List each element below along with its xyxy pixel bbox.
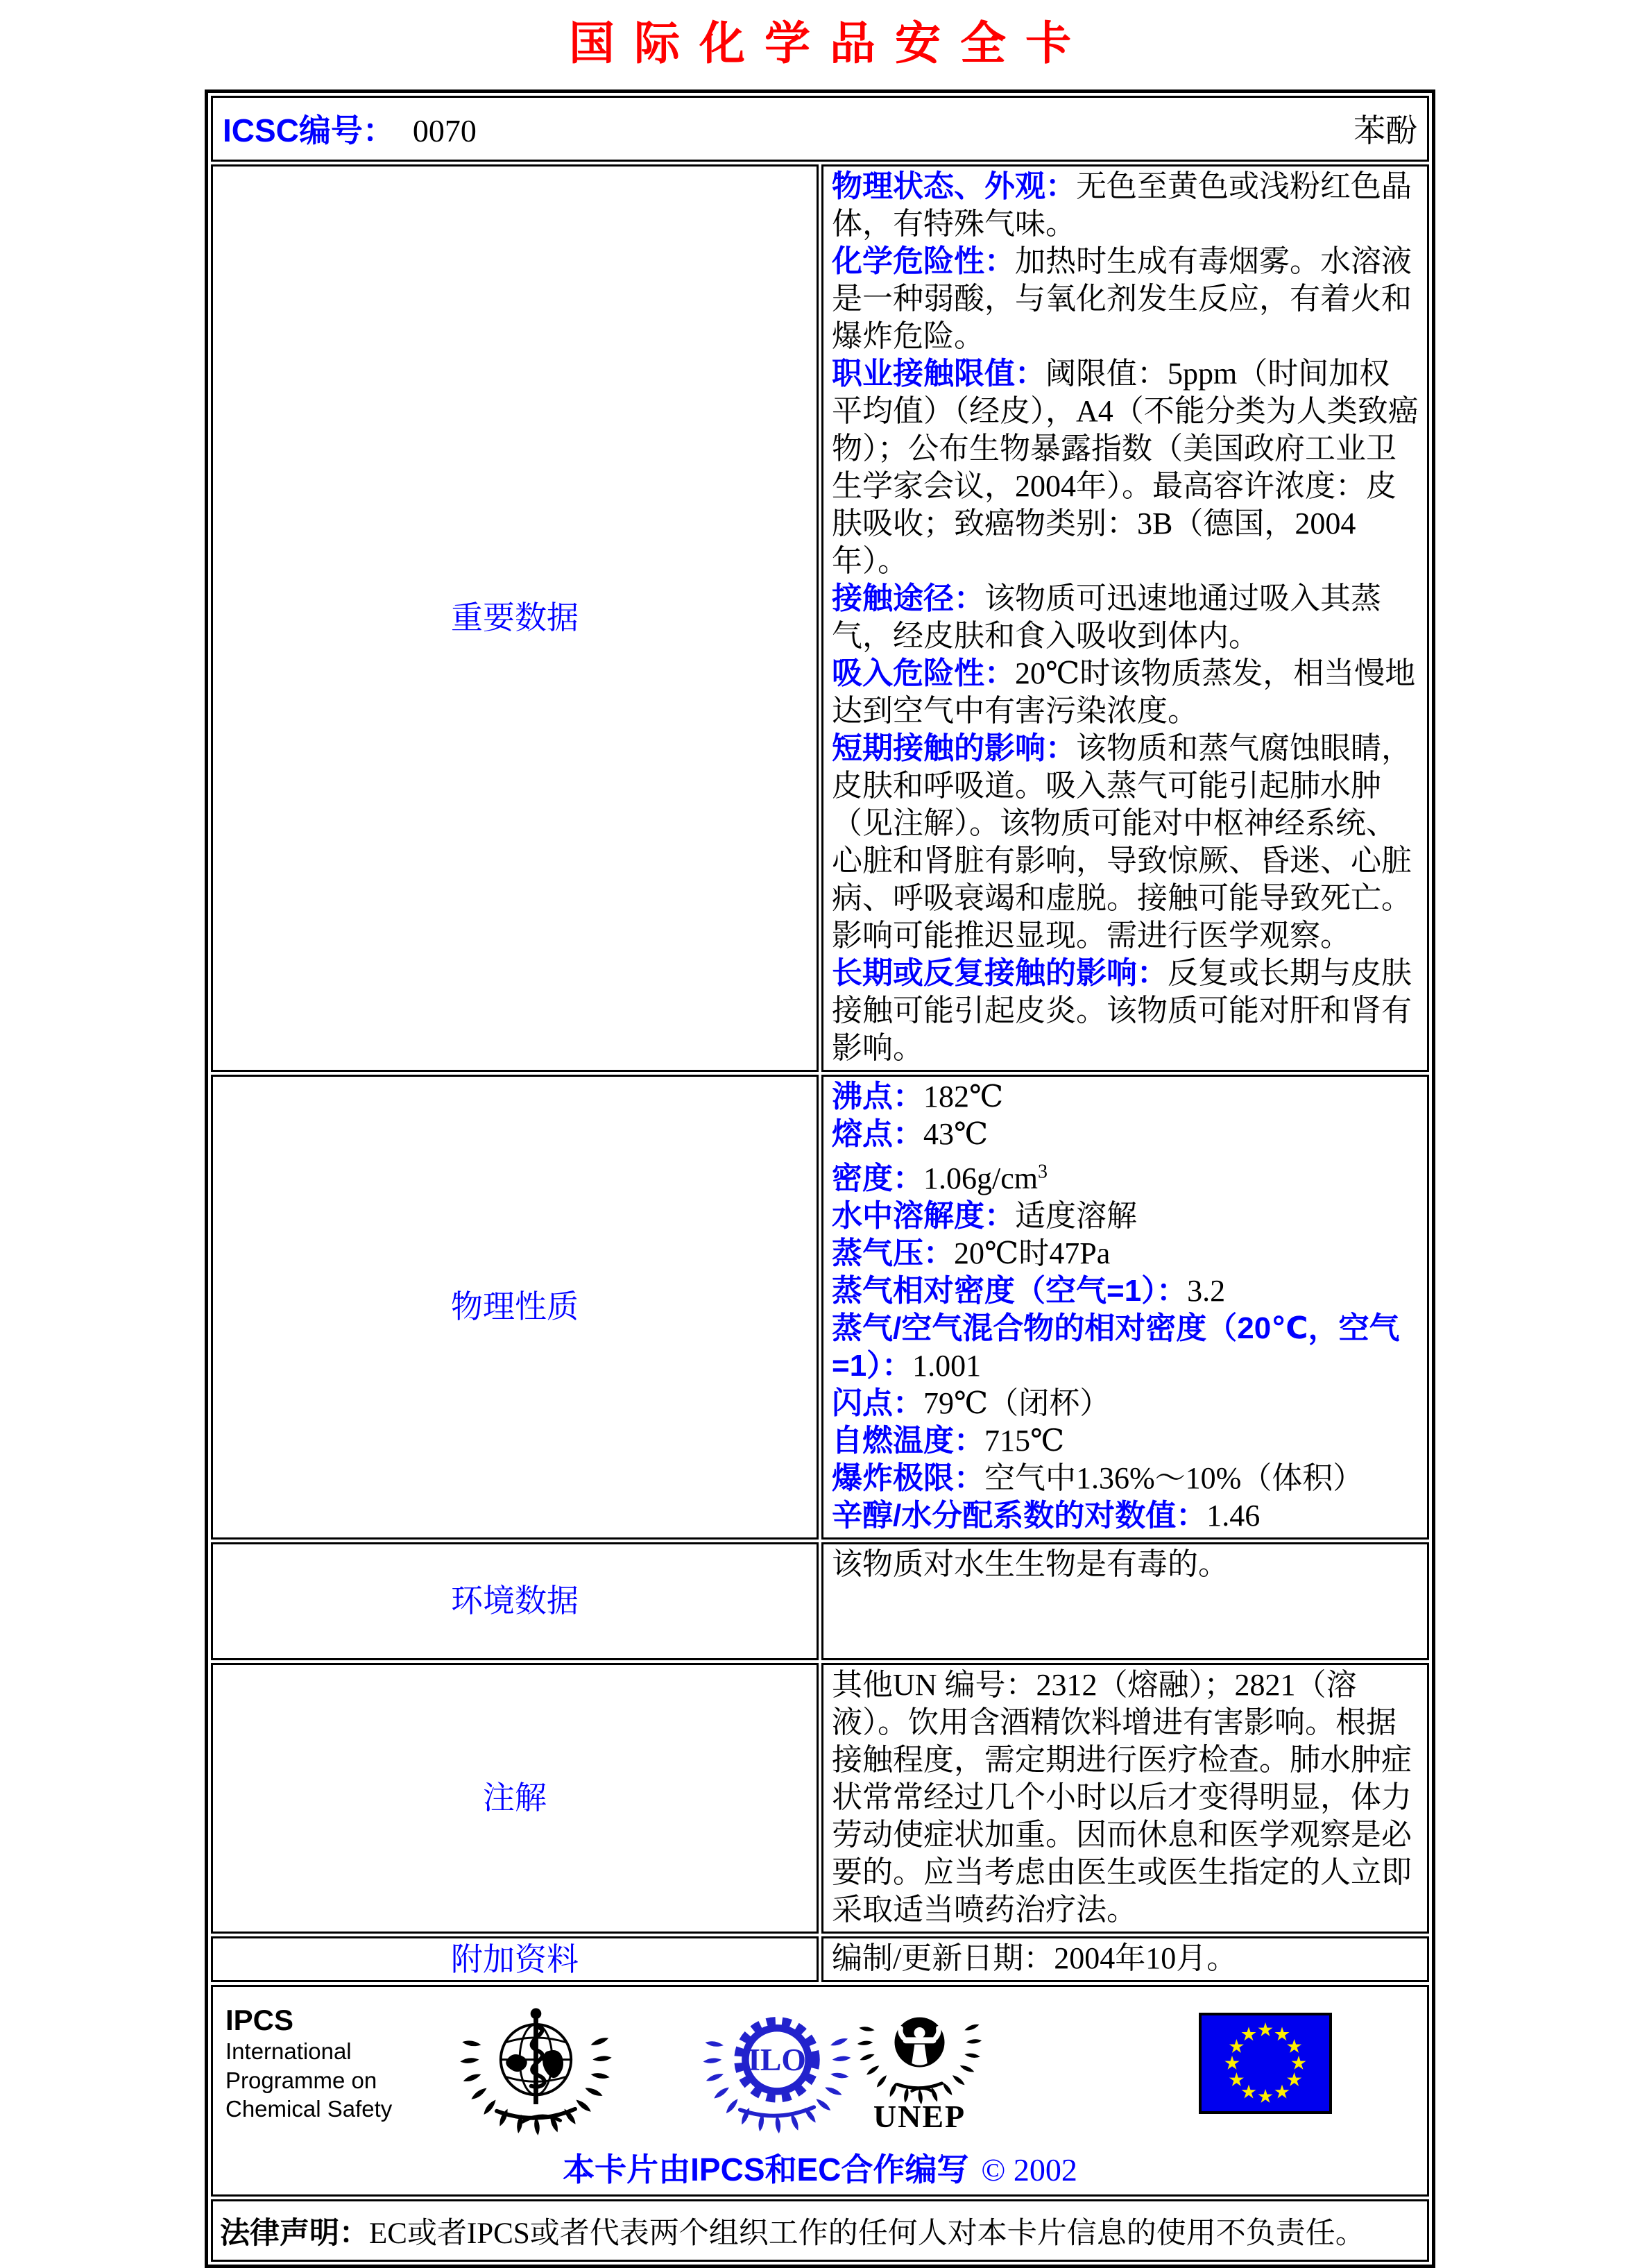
credit-line	[220, 2145, 1420, 2190]
property-line	[832, 1160, 1419, 1197]
field-label: 熔点：	[832, 1116, 923, 1151]
unep-label: UNEP	[873, 2099, 966, 2135]
property-line	[832, 1422, 1419, 1460]
field-text: 1.06g/cm	[923, 1161, 1038, 1195]
field-label: 化学危险性：	[832, 244, 1015, 278]
property-line	[832, 1385, 1419, 1422]
property-line	[832, 1116, 1419, 1153]
additional-info-row	[211, 1936, 1429, 1983]
legal-cell	[211, 2199, 1429, 2262]
property-line	[832, 1310, 1419, 1385]
ipcs-title: IPCS	[225, 2003, 294, 2036]
credit-year: © 2002	[981, 2152, 1077, 2188]
header-cell	[211, 96, 1429, 162]
legal-label: 法律声明：	[220, 2216, 369, 2250]
chemical-name: 苯酚	[1353, 113, 1417, 149]
field-text: 182℃	[923, 1079, 1004, 1114]
legal-row	[211, 2199, 1429, 2262]
field-label: 短期接触的影响：	[832, 731, 1076, 765]
field-text: 20℃时该物质蒸发，相当慢地达到空气中有害污染浓度。	[832, 656, 1416, 728]
important-item	[832, 655, 1419, 730]
field-text: 3.2	[1187, 1273, 1226, 1308]
header-row	[211, 96, 1429, 162]
safety-card-table	[205, 89, 1435, 2268]
field-text: 适度溶解	[1015, 1198, 1137, 1233]
field-text: 715℃	[984, 1423, 1065, 1458]
environmental-data-row	[211, 1542, 1429, 1660]
field-text: 1.001	[912, 1348, 982, 1383]
important-data-content	[821, 164, 1429, 1072]
important-item	[832, 580, 1419, 655]
ipcs-text-block	[225, 2004, 399, 2123]
notes-text: 其他UN 编号：2312（熔融）；2821（溶液）。饮用含酒精饮料增进有害影响。根据接触程度，需定期进行医疗检查。肺水肿症状常常经过几个小时以后才变得明显，体力劳动使症状加重。因而休息和医学观察是必要的。应当考虑由医生或医生指定的人立即采取适当喷药治疗法。	[832, 1667, 1412, 1927]
legal-text: EC或者IPCS或者代表两个组织工作的任何人对本卡片信息的使用不负责任。	[369, 2217, 1365, 2250]
field-label: 闪点：	[832, 1385, 923, 1420]
important-item	[832, 243, 1419, 355]
field-label: 蒸气/空气混合物的相对密度（20℃，空气=1）：	[832, 1311, 1400, 1383]
logos-row	[211, 1985, 1429, 2197]
field-label: 职业接触限值：	[832, 356, 1045, 391]
credit-text: 本卡片由IPCS和EC合作编写	[563, 2151, 969, 2188]
field-text: 1.46	[1206, 1498, 1261, 1533]
field-label: 吸入危险性：	[832, 656, 1015, 690]
unep-logo-block	[862, 1991, 977, 2135]
important-data-row	[211, 164, 1429, 1072]
field-text: 20℃时47Pa	[954, 1236, 1111, 1270]
field-text: 79℃（闭杯）	[923, 1385, 1111, 1420]
additional-info-text: 编制/更新日期：2004年10月。	[832, 1941, 1238, 1976]
eu-flag	[1199, 2013, 1332, 2114]
field-text: 43℃	[923, 1116, 989, 1151]
physical-properties-row	[211, 1075, 1429, 1540]
property-line	[832, 1272, 1419, 1310]
icsc-number-label: ICSC编号：	[223, 112, 395, 149]
icsc-number-group	[223, 105, 477, 151]
field-text: 加热时生成有毒烟雾。水溶液是一种弱酸，与氧化剂发生反应，有着火和爆炸危险。	[832, 244, 1412, 353]
property-line	[832, 1235, 1419, 1272]
section-label-notes: 注解	[211, 1663, 819, 1934]
field-text: 该物质可迅速地通过吸入其蒸气，经皮肤和食入吸收到体内。	[832, 581, 1381, 653]
field-text: 反复或长期与皮肤接触可能引起皮炎。该物质可能对肝和肾有影响。	[832, 955, 1412, 1065]
field-label: 沸点：	[832, 1079, 923, 1114]
icsc-number-value: 0070	[412, 113, 477, 149]
ilo-logo	[711, 1994, 843, 2133]
field-label: 长期或反复接触的影响：	[832, 955, 1168, 990]
ipcs-line: International	[225, 2038, 352, 2065]
superscript: 3	[1037, 1160, 1048, 1182]
field-text: 阈限值：5ppm（时间加权平均值）（经皮），A4（不能分类为人类致癌物）；公布生物暴露指数（美国政府工业卫生学家会议，2004年）。最高容许浓度：皮肤吸收；致癌物类别：3B（德国，2004年）。	[832, 356, 1419, 578]
field-label: 蒸气压：	[832, 1236, 954, 1270]
property-line	[832, 1497, 1419, 1535]
who-logo	[468, 1994, 604, 2133]
field-label: 蒸气相对密度（空气=1）：	[832, 1273, 1188, 1308]
field-label: 自燃温度：	[832, 1423, 984, 1458]
section-label-additional: 附加资料	[211, 1936, 819, 1983]
field-text: 空气中1.36%～10%（体积）	[984, 1460, 1364, 1495]
field-text: 无色至黄色或浅粉红色晶体，有特殊气味。	[832, 169, 1412, 241]
ipcs-line: Programme on	[225, 2067, 377, 2093]
important-item	[832, 168, 1419, 243]
property-line	[832, 1197, 1419, 1235]
property-line	[832, 1460, 1419, 1497]
notes-row	[211, 1663, 1429, 1934]
notes-content	[821, 1663, 1429, 1934]
icsc-card-page	[0, 17, 1640, 2250]
section-label-environment: 环境数据	[211, 1542, 819, 1660]
unep-logo	[862, 1991, 977, 2102]
physical-properties-content	[821, 1075, 1429, 1540]
field-label: 辛醇/水分配系数的对数值：	[832, 1498, 1207, 1533]
field-label: 接触途径：	[832, 581, 984, 615]
page-title: 国际化学品安全卡	[569, 17, 1091, 69]
additional-info-content	[821, 1936, 1429, 1983]
section-label-physical: 物理性质	[211, 1075, 819, 1540]
field-label: 爆炸极限：	[832, 1460, 984, 1495]
ilo-letters: ILO	[748, 2041, 806, 2077]
field-label: 密度：	[832, 1161, 923, 1195]
ipcs-line: Chemical Safety	[225, 2095, 393, 2122]
section-label-important: 重要数据	[211, 164, 819, 1072]
important-item	[832, 955, 1419, 1067]
environment-text: 该物质对水生生物是有毒的。	[832, 1546, 1229, 1581]
important-item	[832, 355, 1419, 580]
property-line	[832, 1078, 1419, 1116]
field-label: 物理状态、外观：	[832, 169, 1076, 203]
environmental-data-content	[821, 1542, 1429, 1660]
field-text: 该物质和蒸气腐蚀眼睛，皮肤和呼吸道。吸入蒸气可能引起肺水肿（见注解）。该物质可能对中枢神经系统、心脏和肾脏有影响，导致惊厥、昏迷、心脏病、呼吸衰竭和虚脱。接触可能导致死亡。影响可能推迟显现。需进行医学观察。	[832, 731, 1412, 953]
logos-cell	[211, 1985, 1429, 2197]
important-item	[832, 730, 1419, 955]
field-label: 水中溶解度：	[832, 1198, 1015, 1233]
